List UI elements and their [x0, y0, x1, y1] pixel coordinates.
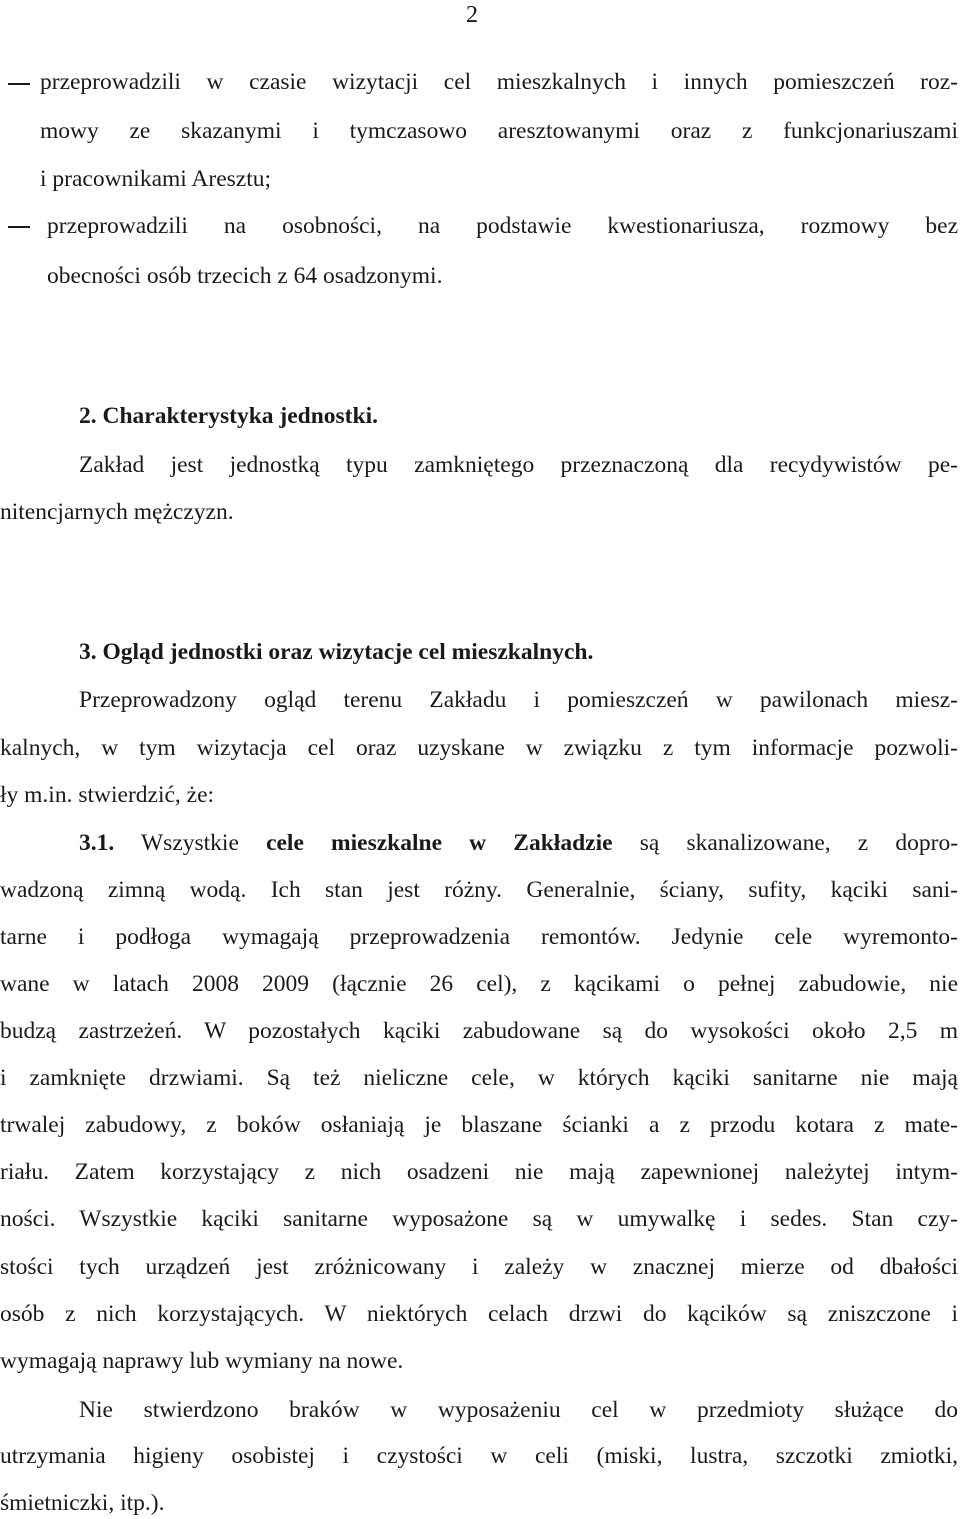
section-3-1-line-2: wadzoną zimną wodą. Ich stan jest różny. Generalnie, ściany, sufity, kąciki sani- [0, 877, 958, 903]
bullet-1-line-2: mowy ze skazanymi i tymczasowo aresztowanymi oraz z funkcjonariuszami [40, 118, 958, 144]
section-3-1-line-3: tarne i podłoga wymagają przeprowadzenia remontów. Jedynie cele wyremonto- [0, 924, 958, 950]
section-3-1-line1-rest: są skanalizowane, z dopro- [639, 830, 959, 856]
section-3-1-intro: Wszystkie [141, 830, 239, 856]
dash-bullet [8, 226, 30, 228]
section-3-1-line-6: i zamknięte drzwiami. Są też nieliczne cele, w których kąciki sanitarne nie mają [0, 1065, 958, 1091]
section-3-line-1: Przeprowadzony ogląd terenu Zakładu i pomieszczeń w pawilonach miesz- [79, 687, 958, 713]
bullet-1-line-3: i pracownikami Aresztu; [40, 166, 272, 192]
section-3-1-line-1 [79, 828, 958, 858]
section-3-1-line-8: riału. Zatem korzystający z nich osadzeni nie mają zapewnionej należytej intym- [0, 1159, 958, 1185]
section-3-heading: 3. Ogląd jednostki oraz wizytacje cel mieszkalnych. [79, 639, 594, 665]
section-3-1-line-10: stości tych urządzeń jest zróżnicowany i zależy w znacznej mierze od dbałości [0, 1254, 958, 1280]
section-3-line-2: kalnych, w tym wizytacja cel oraz uzyskane w związku z tym informacje pozwoli- [0, 735, 958, 761]
closing-line-3: śmietniczki, itp.). [0, 1490, 165, 1516]
section-3-1-line-4: wane w latach 2008 2009 (łącznie 26 cel), z kącikami o pełnej zabudowie, nie [0, 971, 958, 997]
section-3-1-line-9: ności. Wszystkie kąciki sanitarne wyposażone są w umywalkę i sedes. Stan czy- [0, 1206, 958, 1232]
dash-bullet [8, 83, 30, 85]
bullet-1-line-1: przeprowadzili w czasie wizytacji cel mieszkalnych i innych pomieszczeń roz- [40, 69, 958, 95]
section-3-1-line-5: budzą zastrzeżeń. W pozostałych kąciki zabudowane są do wysokości około 2,5 m [0, 1018, 958, 1044]
bullet-2-line-1: przeprowadzili na osobności, na podstawie kwestionariusza, rozmowy bez [47, 213, 958, 239]
bullet-2-line-2: obecności osób trzecich z 64 osadzonymi. [47, 263, 443, 289]
section-2-heading: 2. Charakterystyka jednostki. [79, 403, 378, 429]
closing-line-2: utrzymania higieny osobistej i czystości w celi (miski, lustra, szczotki zmiotki, [0, 1443, 958, 1469]
section-3-1-line-12: wymagają naprawy lub wymiany na nowe. [0, 1348, 404, 1374]
section-2-line-1: Zakład jest jednostką typu zamkniętego przeznaczoną dla recydywistów pe- [79, 452, 958, 478]
closing-line-1: Nie stwierdzono braków w wyposażeniu cel w przedmioty służące do [79, 1397, 958, 1423]
section-3-line-3: ły m.in. stwierdzić, że: [0, 782, 215, 808]
section-3-1-bold-phrase: cele mieszkalne w Zakładzie [266, 830, 613, 856]
section-3-1-number: 3.1. [79, 830, 115, 856]
section-3-1-line-11: osób z nich korzystających. W niektórych celach drzwi do kącików są zniszczone i [0, 1301, 958, 1327]
page-number: 2 [466, 2, 478, 28]
section-2-line-2: nitencjarnych mężczyzn. [0, 499, 234, 525]
section-3-1-line-7: trwalej zabudowy, z boków osłaniają je blaszane ścianki a z przodu kotara z mate- [0, 1112, 958, 1138]
